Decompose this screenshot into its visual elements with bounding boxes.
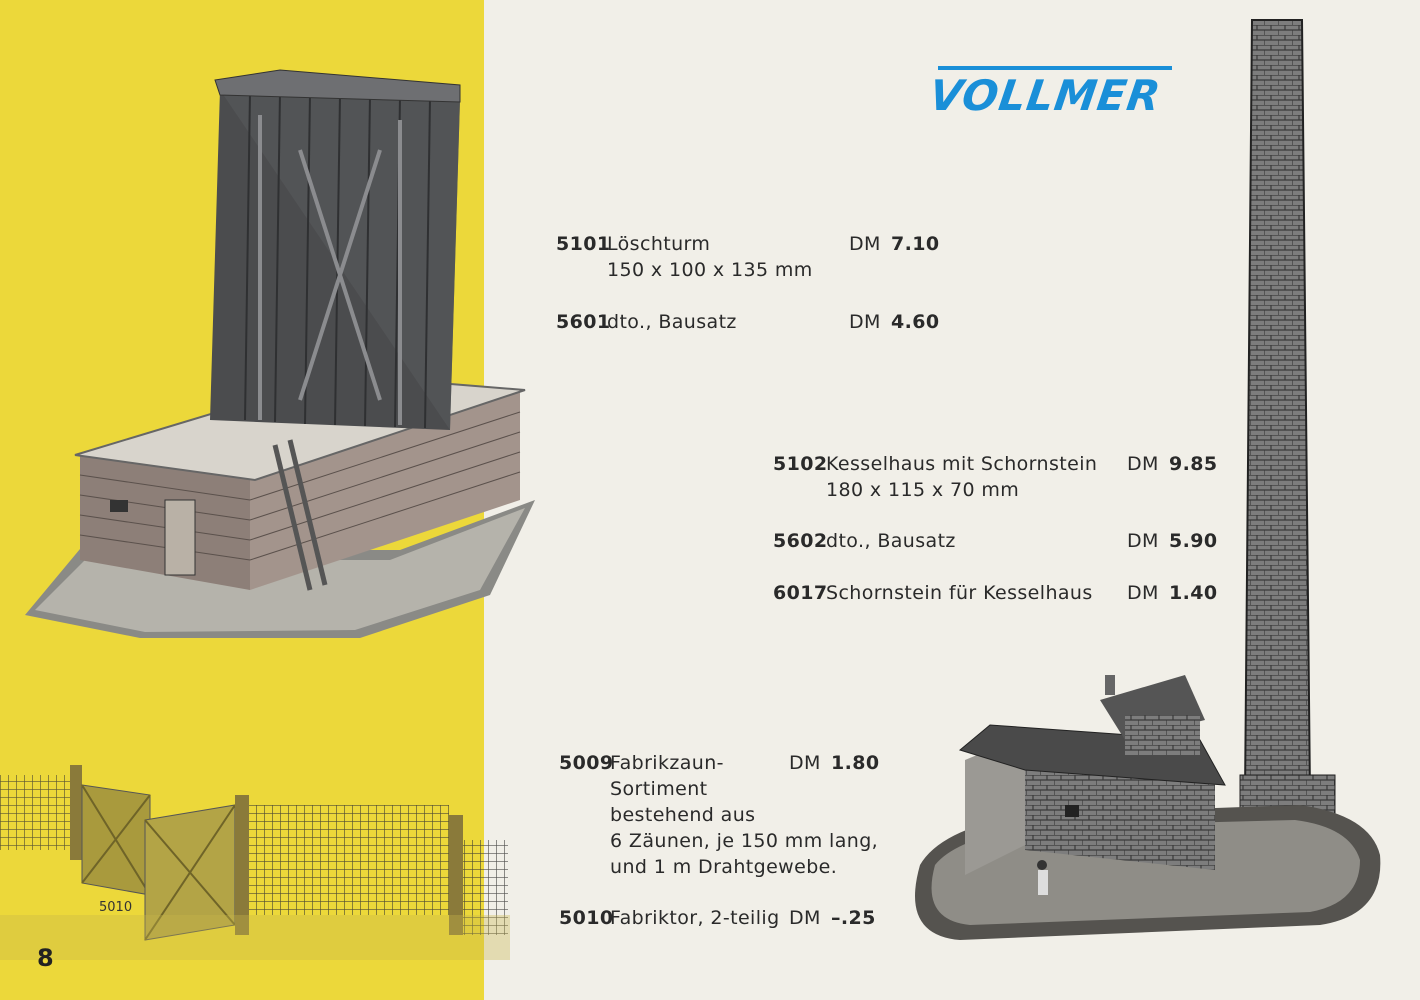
item-text-line: bestehend aus: [610, 804, 756, 826]
item-number: 5010: [559, 907, 614, 929]
fence-caption: 5010: [99, 900, 133, 915]
item-number: 5601: [556, 311, 611, 333]
item-price: 1.40: [1169, 582, 1218, 604]
item-dimensions: 180 x 115 x 70 mm: [826, 479, 1020, 501]
item-name: dto., Bausatz: [607, 311, 737, 333]
item-number: 5101: [556, 233, 611, 255]
item-price: 9.85: [1169, 453, 1218, 475]
item-5010: [559, 905, 879, 935]
item-name: Fabriktor, 2-teilig: [610, 907, 780, 929]
item-dimensions: 150 x 100 x 135 mm: [607, 259, 813, 281]
item-text-line: und 1 m Drahtgewebe.: [610, 856, 838, 878]
item-price: 5.90: [1169, 530, 1218, 552]
item-name: Löschturm: [607, 233, 711, 255]
item-text-line: Fabrikzaun-: [610, 752, 724, 774]
item-currency: DM: [849, 233, 881, 255]
item-currency: DM: [1127, 530, 1159, 552]
item-text-line: Sortiment: [610, 778, 708, 800]
item-price: 1.80: [831, 752, 880, 774]
item-price: 4.60: [891, 311, 940, 333]
item-text-line: 6 Zäunen, je 150 mm lang,: [610, 830, 879, 852]
item-number: 5102: [773, 453, 828, 475]
item-name: Schornstein für Kesselhaus: [826, 582, 1093, 604]
item-name: dto., Bausatz: [826, 530, 956, 552]
brand-name: VOLLMER: [932, 71, 1164, 116]
item-currency: DM: [1127, 582, 1159, 604]
item-5102: [773, 451, 1218, 511]
item-5601: [556, 309, 940, 339]
page-number: 8: [37, 944, 54, 972]
item-currency: DM: [789, 907, 821, 929]
item-5101: [556, 231, 940, 291]
vollmer-logo: [932, 66, 1172, 116]
item-5009: [559, 750, 879, 885]
item-5602: [773, 528, 1218, 558]
item-number: 6017: [773, 582, 828, 604]
quench-tower-illustration: [20, 60, 560, 640]
item-number: 5009: [559, 752, 614, 774]
item-6017: [773, 580, 1218, 610]
item-name: Kesselhaus mit Schornstein: [826, 453, 1098, 475]
fence-illustration: [0, 765, 510, 960]
item-currency: DM: [1127, 453, 1159, 475]
item-currency: DM: [849, 311, 881, 333]
item-currency: DM: [789, 752, 821, 774]
item-price: 7.10: [891, 233, 940, 255]
item-number: 5602: [773, 530, 828, 552]
item-price: –.25: [831, 907, 876, 929]
